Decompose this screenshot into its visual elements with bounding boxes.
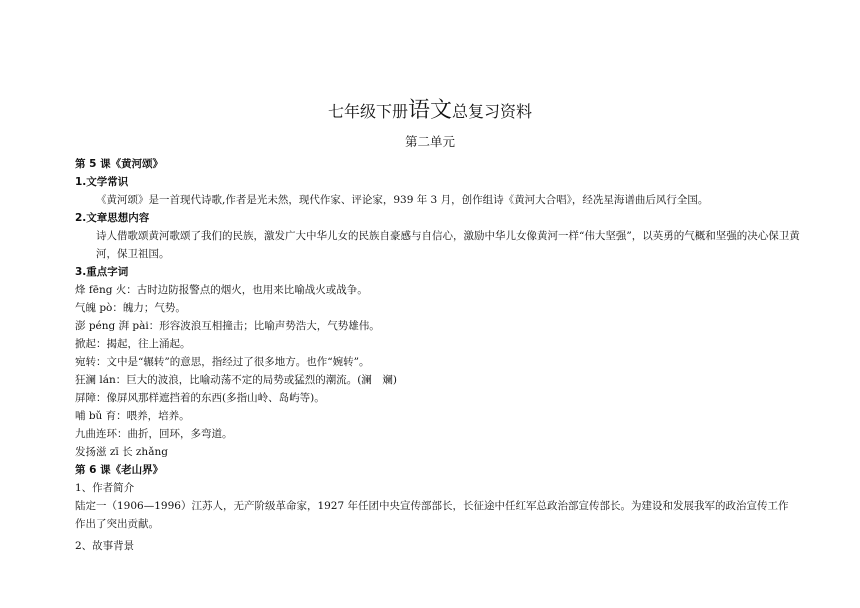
lesson-5-heading: 第 5 课《黄河颂》: [75, 158, 164, 170]
title-suffix: 总复习资料: [452, 102, 533, 121]
literary-knowledge-text: 《黄河颂》是一首现代诗歌,作者是光未然，现代作家、评论家，939 年 3 月，创作组诗《黄河大合唱》，经冼星海谱曲后风行全国。: [96, 194, 709, 206]
key-word-item: 狂澜 lán：巨大的波浪，比喻动荡不定的局势或猛烈的潮流。(澜 斓): [75, 374, 397, 386]
section-literary-knowledge-heading: 1.文学常识: [75, 176, 129, 188]
title-prefix: 七年级下册: [327, 102, 408, 121]
section-background-heading: 2、故事背景: [75, 540, 135, 552]
key-word-item: 九曲连环：曲折，回环，多弯道。: [75, 428, 233, 440]
key-word-item: 掀起：揭起，往上涌起。: [75, 338, 191, 350]
section-key-words-heading: 3.重点字词: [75, 266, 129, 278]
author-text: 陆定一（1906—1996）江苏人，无产阶级革命家，1927 年任团中央宣传部部长，长征途中任红军总政治部宣传部长。为建设和发展我军的政治宣传工作作出了突出贡献。: [75, 500, 789, 530]
key-word-item: 哺 bǔ 育：喂养，培养。: [75, 410, 190, 422]
key-word-item: 澎 péng 湃 pài：形容波浪互相撞击；比喻声势浩大，气势雄伟。: [75, 320, 380, 332]
key-word-item: 烽 fēng 火：古时边防报警点的烟火，也用来比喻战火或战争。: [75, 284, 368, 296]
section-author-heading: 1、作者简介: [75, 482, 135, 494]
section-main-idea-heading: 2.文章思想内容: [75, 212, 150, 224]
key-word-item: 宛转：文中是“辗转”的意思，指经过了很多地方。也作“婉转”。: [75, 356, 370, 368]
key-word-item: 气魄 pò：魄力；气势。: [75, 302, 186, 314]
document-body: [75, 155, 800, 555]
title-subject: 语文: [407, 98, 452, 123]
main-idea-text: 诗人借歌颂黄河歌颂了我们的民族，激发广大中华儿女的民族自豪感与自信心，激励中华儿女像黄河一样“伟大坚强”，以英勇的气概和坚强的决心保卫黄河，保卫祖国。: [96, 230, 800, 260]
unit-title: 第二单元: [404, 134, 455, 149]
key-word-item: 屏障：像屏风那样遮挡着的东西(多指山岭、岛屿等)。: [75, 392, 325, 404]
key-word-item: 发扬滋 zī 长 zhǎng: [75, 446, 168, 458]
document-title: [0, 99, 860, 124]
lesson-6-heading: 第 6 课《老山界》: [75, 464, 164, 476]
